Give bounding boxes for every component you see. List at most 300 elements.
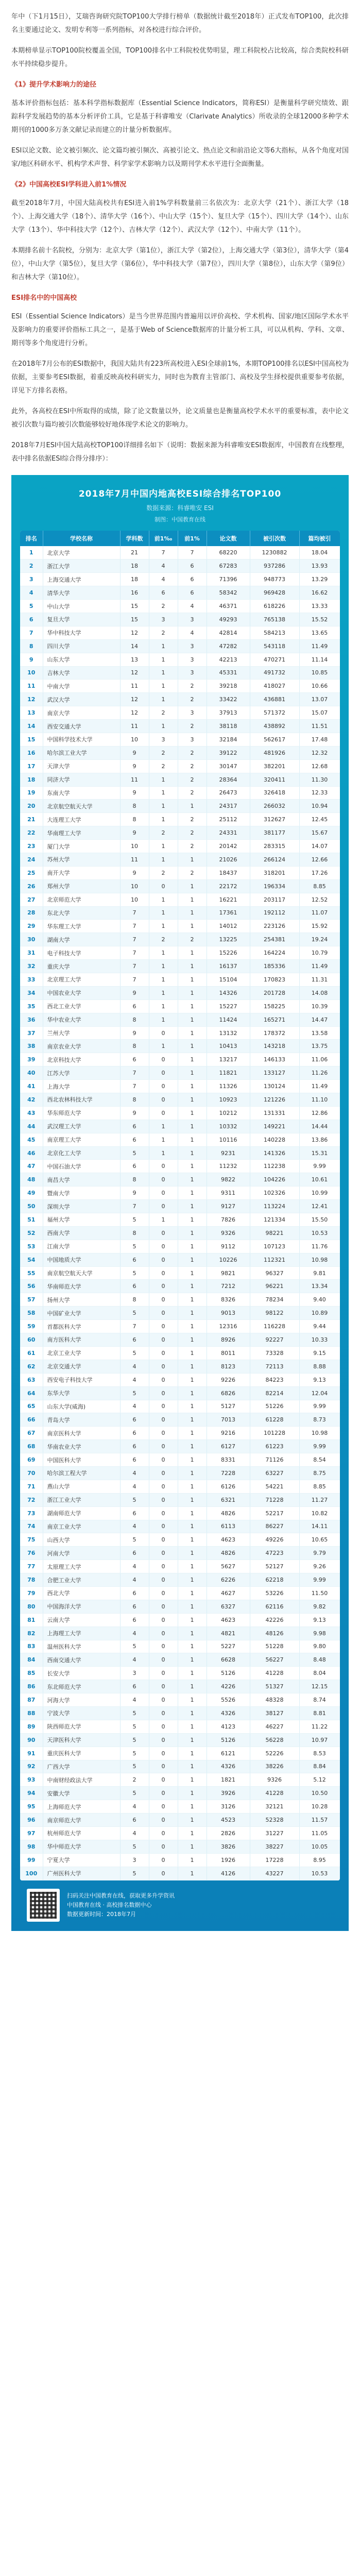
table-cell: 9226 xyxy=(207,1373,250,1386)
table-cell: 8926 xyxy=(207,1333,250,1347)
table-cell: 33 xyxy=(20,973,43,987)
table-cell: 17361 xyxy=(207,906,250,920)
table-cell: 62116 xyxy=(250,1600,299,1613)
table-cell: 10212 xyxy=(207,1106,250,1120)
table-cell: 113224 xyxy=(250,1200,299,1213)
table-cell: 87 xyxy=(20,1693,43,1707)
table-cell: 宁夏大学 xyxy=(43,1853,120,1867)
table-cell: 54221 xyxy=(250,1480,299,1493)
table-cell: 2 xyxy=(178,866,207,879)
table-cell: 杭州师范大学 xyxy=(43,1827,120,1840)
table-cell: 14.47 xyxy=(299,1013,340,1026)
table-cell: 4 xyxy=(178,600,207,613)
table-cell: 765138 xyxy=(250,613,299,626)
table-cell: 38226 xyxy=(250,1760,299,1773)
table-cell: 1 xyxy=(178,800,207,813)
table-cell: 29 xyxy=(20,920,43,933)
table-cell: 66 xyxy=(20,1413,43,1427)
table-cell: 49226 xyxy=(250,1533,299,1547)
infographic-footer xyxy=(11,1880,349,1931)
table-cell: 西北农林科技大学 xyxy=(43,1093,120,1107)
table-cell: 1 xyxy=(178,1386,207,1400)
table-cell: 4821 xyxy=(207,1626,250,1640)
table-cell: 14.08 xyxy=(299,986,340,999)
table-cell: 6113 xyxy=(207,1520,250,1533)
table-cell: 381177 xyxy=(250,826,299,840)
table-cell: 2 xyxy=(178,746,207,759)
table-cell: 北京师范大学 xyxy=(43,893,120,906)
table-row xyxy=(20,946,340,960)
table-cell: 6 xyxy=(120,1506,149,1520)
table-cell: 1 xyxy=(178,1253,207,1266)
table-row xyxy=(20,600,340,613)
table-cell: 9.13 xyxy=(299,1373,340,1386)
table-cell: 10.89 xyxy=(299,1307,340,1320)
table-cell: 18 xyxy=(20,773,43,786)
table-cell: 41228 xyxy=(250,1667,299,1680)
table-cell: 131331 xyxy=(250,1106,299,1120)
table-cell: 3926 xyxy=(207,1787,250,1800)
table-cell: 1 xyxy=(178,1040,207,1053)
table-cell: 10.65 xyxy=(299,1533,340,1547)
table-cell: 11.14 xyxy=(299,653,340,666)
table-cell: 1 xyxy=(178,1200,207,1213)
table-cell: 5 xyxy=(120,1747,149,1760)
table-cell: 10 xyxy=(120,733,149,746)
section-title-2: 《2》中国高校ESI学科进入前1%情况 xyxy=(11,181,127,189)
table-row xyxy=(20,1693,340,1707)
table-cell: 89 xyxy=(20,1720,43,1733)
table-cell: 华中农业大学 xyxy=(43,1013,120,1026)
table-cell: 9.40 xyxy=(299,1293,340,1307)
table-cell: 16 xyxy=(20,746,43,759)
table-cell: 11.30 xyxy=(299,773,340,786)
table-cell: 北京化工大学 xyxy=(43,1146,120,1160)
table-cell: 1 xyxy=(178,1706,207,1720)
table-cell: 91 xyxy=(20,1747,43,1760)
table-cell: 西北工业大学 xyxy=(43,999,120,1013)
table-cell: 7826 xyxy=(207,1213,250,1227)
table-cell: 97 xyxy=(20,1827,43,1840)
table-cell: 79 xyxy=(20,1586,43,1600)
table-cell: 56227 xyxy=(250,1653,299,1667)
table-cell: 15.92 xyxy=(299,920,340,933)
table-cell: 0 xyxy=(149,1440,178,1453)
table-cell: 98122 xyxy=(250,1307,299,1320)
table-row xyxy=(20,1146,340,1160)
table-cell: 9.99 xyxy=(299,1440,340,1453)
table-cell: 0 xyxy=(149,1626,178,1640)
table-row xyxy=(20,920,340,933)
section1-paragraph-2: ESI以论文数、论文被引频次、论文篇均被引频次、高被引论文、热点论文和前沿论文等6大指标，从各个角度对国家/地区科研水平、机构学术声誉、科学家学术影响力以及期刊学术水平进行全面衡量。 xyxy=(11,147,349,168)
table-cell: 2 xyxy=(120,1773,149,1787)
table-cell: 5 xyxy=(120,1760,149,1773)
table-cell: 1 xyxy=(149,786,178,800)
table-cell: 0 xyxy=(149,1066,178,1080)
table-cell: 1 xyxy=(149,666,178,680)
table-cell: 东南大学 xyxy=(43,786,120,800)
table-cell: 7 xyxy=(20,626,43,639)
table-cell: 0 xyxy=(149,1240,178,1253)
table-cell: 1 xyxy=(149,680,178,693)
table-cell: 26 xyxy=(20,879,43,893)
table-cell: 6 xyxy=(149,586,178,600)
table-cell: 45331 xyxy=(207,666,250,680)
table-row xyxy=(20,1506,340,1520)
table-cell: 4826 xyxy=(207,1506,250,1520)
table-cell: 4 xyxy=(120,1653,149,1667)
table-cell: 5 xyxy=(120,1266,149,1280)
table-cell: 6 xyxy=(178,573,207,586)
table-cell: 9.44 xyxy=(299,1320,340,1333)
table-cell: 223126 xyxy=(250,920,299,933)
table-cell: 52217 xyxy=(250,1506,299,1520)
table-cell: 0 xyxy=(149,1226,178,1240)
table-cell: 42 xyxy=(20,1093,43,1107)
table-cell: 1 xyxy=(178,1814,207,1827)
table-cell: 2 xyxy=(178,786,207,800)
table-cell: 1 xyxy=(178,1680,207,1693)
table-cell: 283315 xyxy=(250,840,299,853)
table-cell: 26473 xyxy=(207,786,250,800)
table-cell: 133127 xyxy=(250,1066,299,1080)
table-row xyxy=(20,1720,340,1733)
table-cell: 9 xyxy=(20,653,43,666)
table-cell: 14012 xyxy=(207,920,250,933)
table-cell: 31 xyxy=(20,946,43,960)
table-cell: 13.65 xyxy=(299,626,340,639)
table-cell: 3 xyxy=(178,653,207,666)
table-cell: 5 xyxy=(120,1840,149,1853)
table-cell: 大连理工大学 xyxy=(43,813,120,826)
table-cell: 42814 xyxy=(207,626,250,639)
table-cell: 64 xyxy=(20,1386,43,1400)
table-cell: 75 xyxy=(20,1533,43,1547)
table-cell: 河海大学 xyxy=(43,1693,120,1707)
table-cell: 6 xyxy=(120,1427,149,1440)
table-cell: 0 xyxy=(149,1320,178,1333)
table-cell: 14.07 xyxy=(299,840,340,853)
table-row xyxy=(20,733,340,746)
table-cell: 1 xyxy=(178,893,207,906)
table-cell: 9 xyxy=(120,1026,149,1040)
table-cell: 0 xyxy=(149,1520,178,1533)
table-cell: 11326 xyxy=(207,1080,250,1093)
table-cell: 44 xyxy=(20,1120,43,1133)
table-cell: 清华大学 xyxy=(43,586,120,600)
table-cell: 52127 xyxy=(250,1560,299,1573)
column-header-citations: 被引次数 xyxy=(250,531,299,546)
table-cell: 82 xyxy=(20,1626,43,1640)
table-cell: 1 xyxy=(178,1867,207,1880)
table-cell: 2826 xyxy=(207,1827,250,1840)
table-cell: 11.10 xyxy=(299,1093,340,1107)
table-cell: 8 xyxy=(120,813,149,826)
table-cell: 1 xyxy=(178,1307,207,1320)
table-cell: 83 xyxy=(20,1640,43,1653)
table-cell: 4 xyxy=(120,1626,149,1640)
table-row xyxy=(20,813,340,826)
table-cell: 0 xyxy=(149,1693,178,1707)
table-cell: 0 xyxy=(149,1640,178,1653)
table-cell: 74 xyxy=(20,1520,43,1533)
table-cell: 618226 xyxy=(250,600,299,613)
table-cell: 18 xyxy=(120,573,149,586)
table-cell: 9822 xyxy=(207,1173,250,1187)
table-cell: 6 xyxy=(178,586,207,600)
table-cell: 16221 xyxy=(207,893,250,906)
table-cell: 51228 xyxy=(250,1640,299,1653)
table-cell: 13.93 xyxy=(299,560,340,573)
table-cell: 6 xyxy=(120,1133,149,1146)
table-cell: 南开大学 xyxy=(43,866,120,879)
table-cell: 10 xyxy=(120,879,149,893)
table-cell: 10.99 xyxy=(299,1187,340,1200)
table-cell: 15 xyxy=(120,600,149,613)
table-cell: 11.31 xyxy=(299,973,340,987)
table-cell: 重庆医科大学 xyxy=(43,1747,120,1760)
table-row xyxy=(20,1827,340,1840)
table-cell: 8.95 xyxy=(299,1853,340,1867)
table-cell: 9127 xyxy=(207,1200,250,1213)
table-cell: 8.54 xyxy=(299,1453,340,1467)
table-row xyxy=(20,1106,340,1120)
table-row xyxy=(20,1400,340,1413)
table-cell: 8.85 xyxy=(299,1480,340,1493)
table-row xyxy=(20,706,340,720)
table-cell: 1 xyxy=(178,879,207,893)
table-cell: 4 xyxy=(120,1693,149,1707)
table-cell: 9 xyxy=(120,986,149,999)
table-row xyxy=(20,1213,340,1227)
table-cell: 266032 xyxy=(250,800,299,813)
table-cell: 华中师范大学 xyxy=(43,1840,120,1853)
table-cell: 5 xyxy=(120,1640,149,1653)
table-cell: 4126 xyxy=(207,1867,250,1880)
table-cell: 104226 xyxy=(250,1173,299,1187)
table-cell: 1 xyxy=(178,973,207,987)
table-row xyxy=(20,960,340,973)
table-cell: 8.84 xyxy=(299,1760,340,1773)
table-cell: 江苏大学 xyxy=(43,1066,120,1080)
table-cell: 0 xyxy=(149,1667,178,1680)
table-cell: 4 xyxy=(149,573,178,586)
table-row xyxy=(20,1747,340,1760)
table-cell: 8 xyxy=(120,1293,149,1307)
table-cell: 3 xyxy=(178,613,207,626)
table-cell: 61228 xyxy=(250,1413,299,1427)
infographic-subtitle: 数据来源：科睿唯安 ESI xyxy=(146,504,214,512)
table-cell: 1 xyxy=(178,1213,207,1227)
table-row xyxy=(20,746,340,759)
table-row xyxy=(20,1706,340,1720)
table-cell: 192112 xyxy=(250,906,299,920)
table-row xyxy=(20,1346,340,1360)
table-cell: 上海大学 xyxy=(43,1080,120,1093)
table-cell: 11 xyxy=(20,680,43,693)
table-cell: 71126 xyxy=(250,1453,299,1467)
table-cell: 470271 xyxy=(250,653,299,666)
table-cell: 491732 xyxy=(250,666,299,680)
table-cell: 1230882 xyxy=(250,546,299,560)
table-row xyxy=(20,906,340,920)
qr-code-icon xyxy=(27,1889,60,1922)
table-cell: 1 xyxy=(178,1427,207,1440)
table-cell: 51327 xyxy=(250,1680,299,1693)
table-cell: 562617 xyxy=(250,733,299,746)
table-cell: 深圳大学 xyxy=(43,1200,120,1213)
table-cell: 8.04 xyxy=(299,1667,340,1680)
table-cell: 0 xyxy=(149,1080,178,1093)
table-cell: 1 xyxy=(149,986,178,999)
table-cell: 1 xyxy=(178,1626,207,1640)
table-cell: 9 xyxy=(120,1187,149,1200)
table-cell: 3 xyxy=(178,639,207,653)
table-cell: 2 xyxy=(178,840,207,853)
table-cell: 1 xyxy=(178,1360,207,1373)
table-cell: 7013 xyxy=(207,1413,250,1427)
table-cell: 70 xyxy=(20,1466,43,1480)
table-cell: 9.99 xyxy=(299,1160,340,1173)
table-cell: 47223 xyxy=(250,1547,299,1560)
table-cell: 1 xyxy=(178,1586,207,1600)
table-cell: 15227 xyxy=(207,999,250,1013)
table-cell: 67283 xyxy=(207,560,250,573)
table-cell: 0 xyxy=(149,1560,178,1573)
table-row xyxy=(20,759,340,773)
table-cell: 中国农业大学 xyxy=(43,986,120,999)
table-cell: 60 xyxy=(20,1333,43,1347)
table-row xyxy=(20,1853,340,1867)
table-cell: 10116 xyxy=(207,1133,250,1146)
table-cell: 28364 xyxy=(207,773,250,786)
table-cell: 1 xyxy=(178,1453,207,1467)
table-cell: 1 xyxy=(178,1747,207,1760)
table-row xyxy=(20,1840,340,1853)
table-cell: 543118 xyxy=(250,639,299,653)
table-cell: 厦门大学 xyxy=(43,840,120,853)
table-cell: 4 xyxy=(120,1400,149,1413)
table-cell: 52 xyxy=(20,1226,43,1240)
table-cell: 5526 xyxy=(207,1693,250,1707)
table-cell: 12.32 xyxy=(299,746,340,759)
table-cell: 63227 xyxy=(250,1466,299,1480)
table-cell: 4627 xyxy=(207,1586,250,1600)
table-cell: 1 xyxy=(149,920,178,933)
table-cell: 20142 xyxy=(207,840,250,853)
table-cell: 318201 xyxy=(250,866,299,879)
table-cell: 16137 xyxy=(207,960,250,973)
table-cell: 92227 xyxy=(250,1333,299,1347)
table-cell: 10.79 xyxy=(299,946,340,960)
table-row xyxy=(20,1266,340,1280)
table-row xyxy=(20,973,340,987)
table-cell: 1 xyxy=(178,1093,207,1107)
table-cell: 南京师范大学 xyxy=(43,1814,120,1827)
table-row xyxy=(20,1667,340,1680)
table-cell: 中山大学 xyxy=(43,600,120,613)
table-cell: 37 xyxy=(20,1026,43,1040)
table-cell: 1 xyxy=(149,840,178,853)
column-header-subjects: 学科数 xyxy=(120,531,149,546)
table-cell: 8.53 xyxy=(299,1747,340,1760)
column-header-school: 学校名称 xyxy=(43,531,120,546)
table-cell: 13.33 xyxy=(299,600,340,613)
table-cell: 1 xyxy=(178,1440,207,1453)
table-cell: 3 xyxy=(120,1667,149,1680)
table-cell: 中国石油大学 xyxy=(43,1160,120,1173)
table-cell: 101228 xyxy=(250,1427,299,1440)
table-cell: 9.99 xyxy=(299,1400,340,1413)
table-cell: 14.11 xyxy=(299,1520,340,1533)
table-cell: 68220 xyxy=(207,546,250,560)
table-cell: 暨南大学 xyxy=(43,1187,120,1200)
table-row xyxy=(20,1293,340,1307)
table-cell: 9.15 xyxy=(299,1346,340,1360)
table-cell: 9.13 xyxy=(299,1613,340,1626)
table-row xyxy=(20,1787,340,1800)
table-cell: 17.26 xyxy=(299,866,340,879)
section2-paragraph-2: 本期排名前十名院校，分别为：北京大学（第1位），浙江大学（第2位），上海交通大学（第3位），清华大学（第4位），中山大学（第5位），复旦大学（第6位），华中科技大学（第7位），四川大学（第8位），山东大学（第9位）和吉林大学（第10位）。 xyxy=(11,247,349,281)
table-cell: 59 xyxy=(20,1320,43,1333)
table-cell: 71 xyxy=(20,1480,43,1493)
table-cell: 0 xyxy=(149,1346,178,1360)
table-row xyxy=(20,933,340,946)
table-cell: 1 xyxy=(149,960,178,973)
table-cell: 96327 xyxy=(250,1266,299,1280)
table-cell: 164224 xyxy=(250,946,299,960)
table-cell: 9112 xyxy=(207,1240,250,1253)
table-cell: 哈尔滨工程大学 xyxy=(43,1466,120,1480)
table-row xyxy=(20,1307,340,1320)
table-cell: 河南大学 xyxy=(43,1547,120,1560)
table-cell: 西北大学 xyxy=(43,1586,120,1600)
table-cell: 121226 xyxy=(250,1093,299,1107)
table-cell: 1 xyxy=(178,1013,207,1026)
table-cell: 9326 xyxy=(207,1226,250,1240)
table-cell: 116228 xyxy=(250,1320,299,1333)
table-cell: 1 xyxy=(149,893,178,906)
table-row xyxy=(20,1226,340,1240)
table-cell: 69 xyxy=(20,1453,43,1467)
table-cell: 1 xyxy=(149,999,178,1013)
table-cell: 0 xyxy=(149,1427,178,1440)
table-cell: 山东大学 xyxy=(43,653,120,666)
table-cell: 201728 xyxy=(250,986,299,999)
table-cell: 温州医科大学 xyxy=(43,1640,120,1653)
table-cell: 5.12 xyxy=(299,1773,340,1787)
table-cell: 同济大学 xyxy=(43,773,120,786)
table-row xyxy=(20,1160,340,1173)
table-cell: 9.80 xyxy=(299,1640,340,1653)
table-cell: 36 xyxy=(20,1013,43,1026)
table-cell: 10.98 xyxy=(299,1427,340,1440)
table-cell: 7 xyxy=(120,1200,149,1213)
table-cell: 11 xyxy=(120,853,149,866)
table-row xyxy=(20,893,340,906)
table-cell: 宁波大学 xyxy=(43,1706,120,1720)
table-cell: 1 xyxy=(178,1293,207,1307)
table-cell: 华东师范大学 xyxy=(43,1106,120,1120)
table-cell: 76 xyxy=(20,1547,43,1560)
table-cell: 312627 xyxy=(250,813,299,826)
table-row xyxy=(20,1466,340,1480)
table-cell: 6 xyxy=(120,1413,149,1427)
table-cell: 39 xyxy=(20,1053,43,1066)
table-cell: 0 xyxy=(149,1200,178,1213)
table-cell: 9.81 xyxy=(299,1266,340,1280)
table-cell: 8.75 xyxy=(299,1466,340,1480)
